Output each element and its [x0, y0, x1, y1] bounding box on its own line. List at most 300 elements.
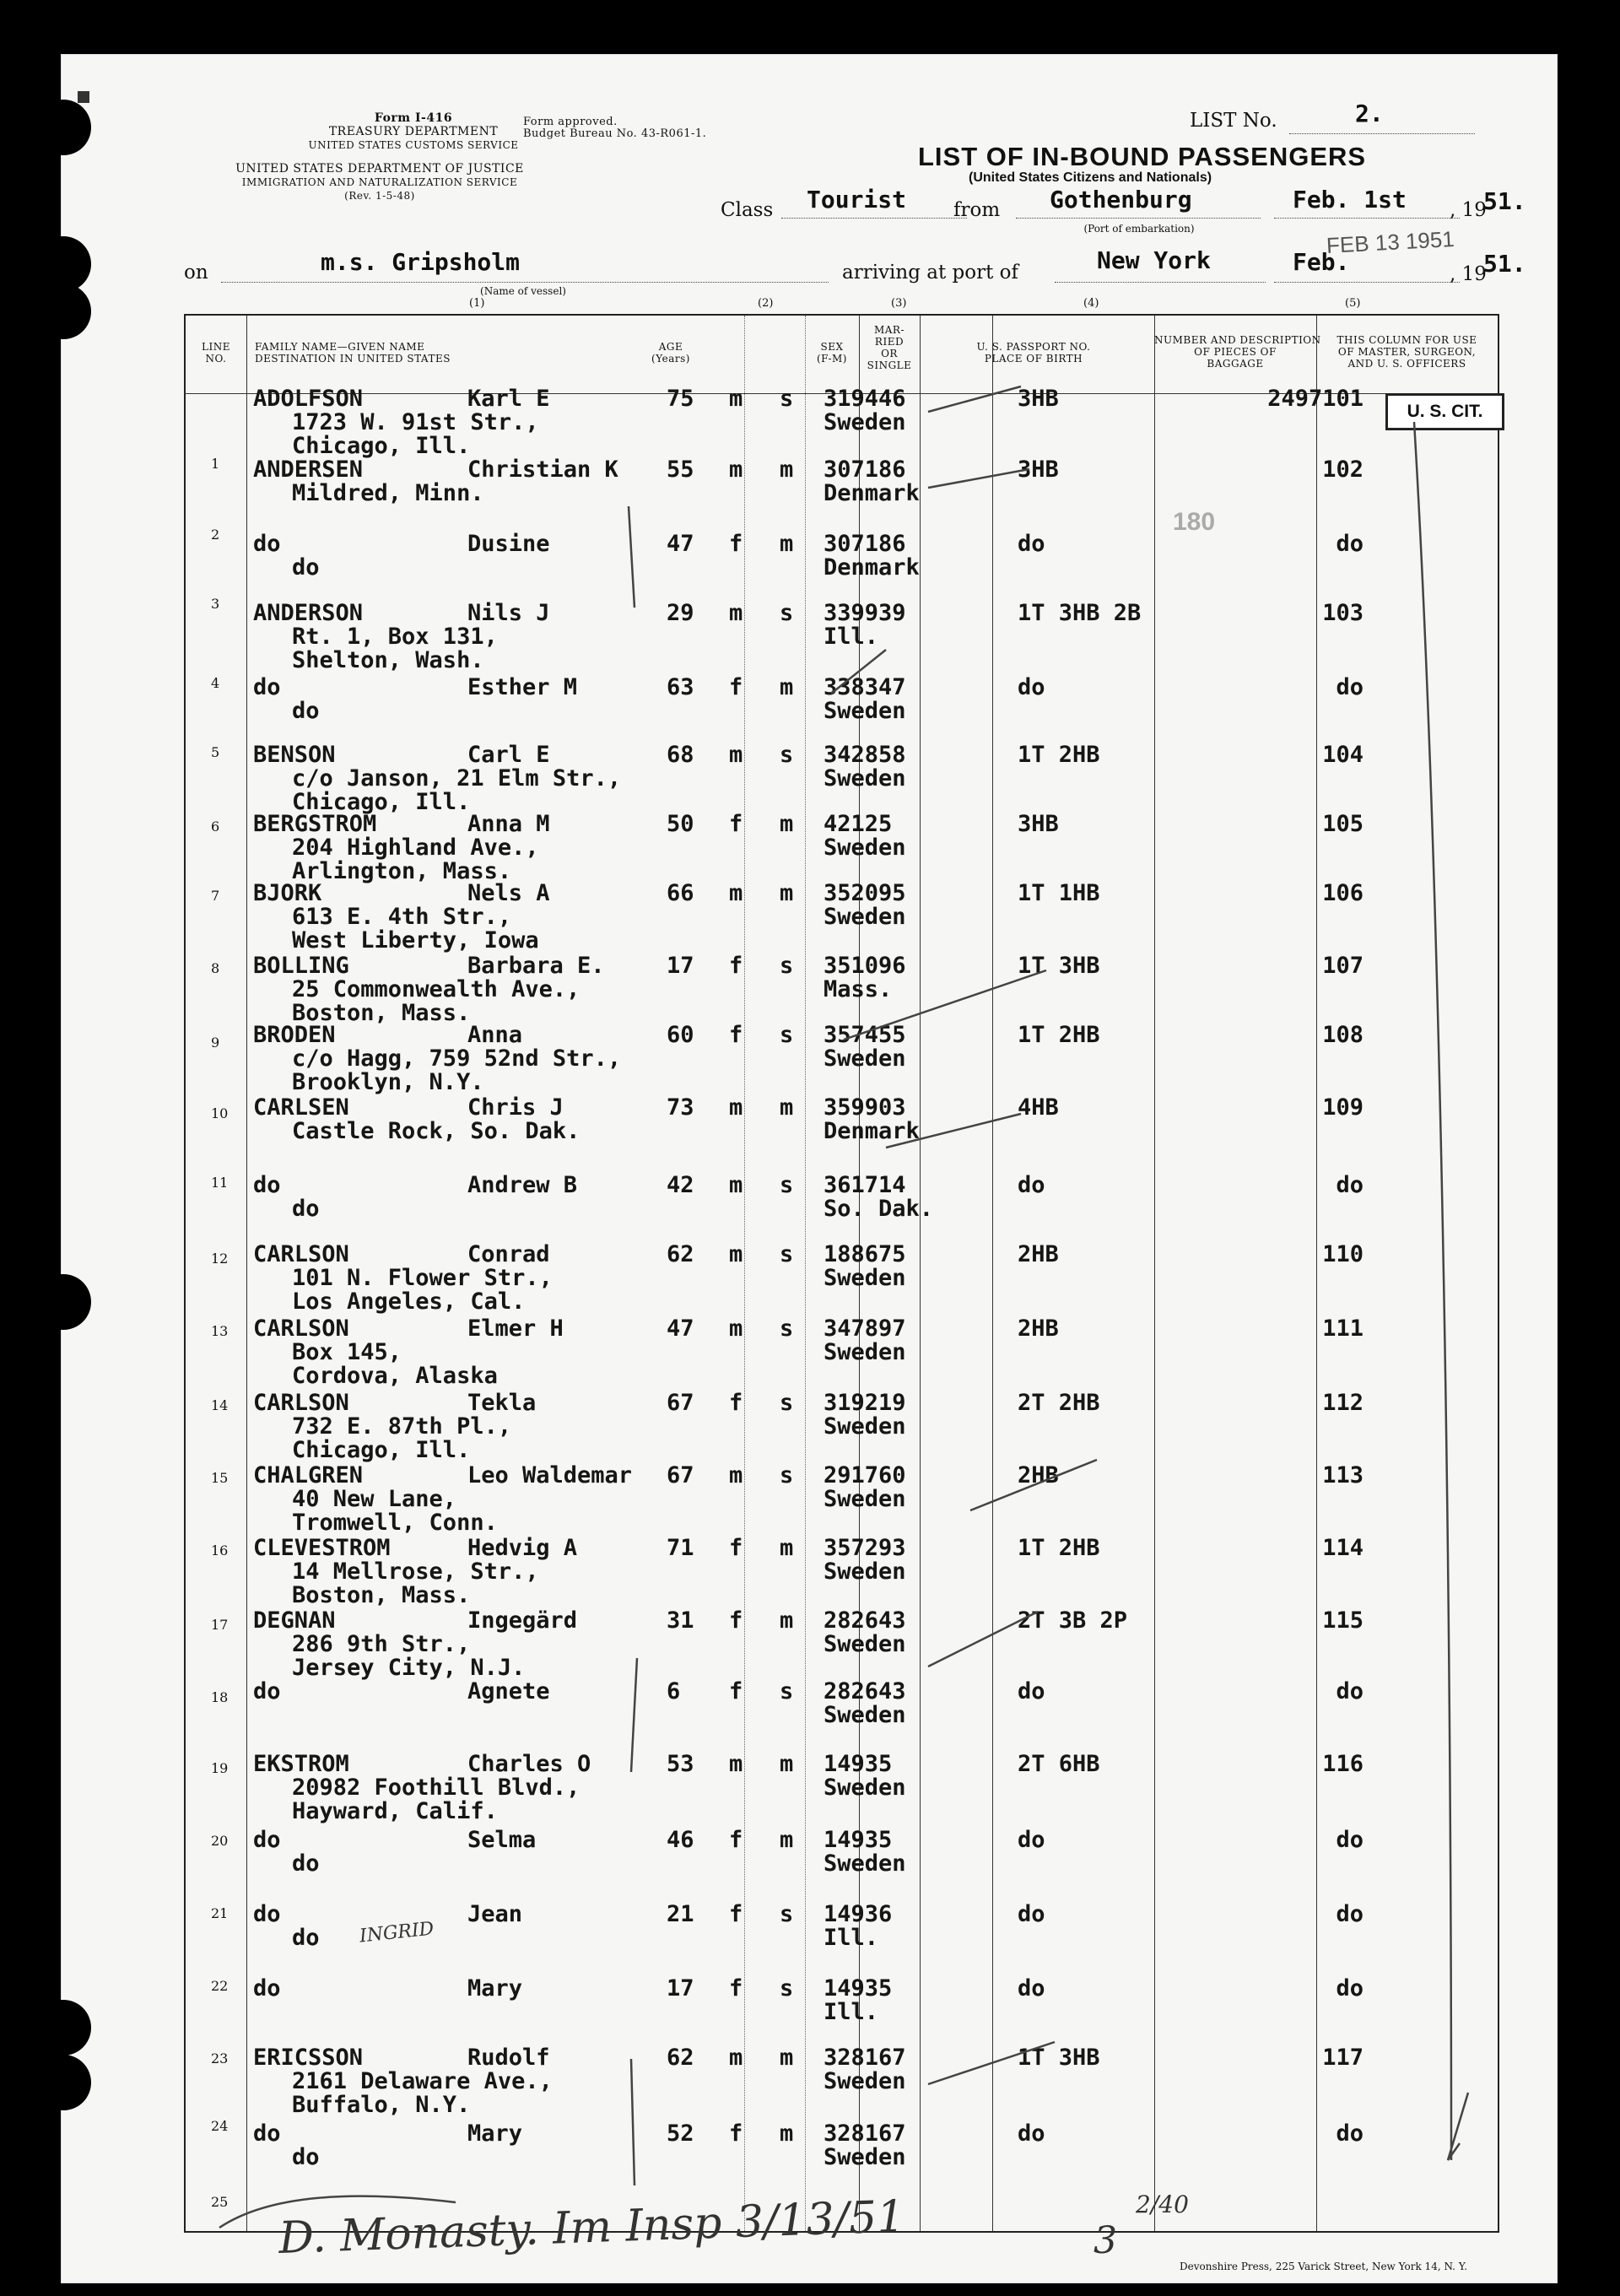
page-title: LIST OF IN-BOUND PASSENGERS [918, 142, 1367, 171]
port-caption: (Port of embarkation) [1083, 223, 1195, 235]
officer-column: do [1336, 1827, 1364, 1853]
passport-number: 14935 [824, 1751, 893, 1777]
line-number: 15 [211, 1470, 229, 1486]
place-of-birth: Sweden [824, 2068, 906, 2094]
destination-line-2: Chicago, Ill. [292, 1437, 471, 1463]
age: 63 [667, 674, 694, 700]
age: 71 [667, 1535, 694, 1561]
arrival-date: Feb. [1293, 248, 1350, 276]
marital-status: s [780, 1901, 794, 1927]
place-of-birth: Sweden [824, 1559, 906, 1585]
sex: m [729, 1315, 743, 1342]
baggage: 2T 3B 2P [1018, 1607, 1128, 1634]
passport-number: 282643 [824, 1678, 906, 1704]
officer-column: 102 [1322, 456, 1364, 483]
given-name: Anna [467, 1022, 523, 1048]
baggage: 1T 2HB [1018, 742, 1100, 768]
line-number: 1 [211, 456, 220, 472]
age: 29 [667, 600, 694, 626]
given-name: Karl E [467, 386, 550, 412]
officer-column: 115 [1322, 1607, 1364, 1634]
family-name: do [253, 674, 281, 700]
family-name: DEGNAN [253, 1607, 336, 1634]
family-name: do [253, 531, 281, 557]
baggage: 2T 2HB [1018, 1390, 1100, 1416]
passport-number: 307186 [824, 456, 906, 483]
marital-status: m [780, 1751, 794, 1777]
sex: f [729, 1535, 743, 1561]
col-number-5: (5) [1345, 297, 1361, 310]
binder-hole [35, 2055, 91, 2110]
line-number: 3 [211, 596, 220, 612]
place-of-birth: Sweden [824, 1265, 906, 1291]
handwritten-ingrid: INGRID [358, 1918, 435, 1948]
marital-status: m [780, 1607, 794, 1634]
given-name: Barbara E. [467, 953, 605, 979]
marital-status: s [780, 1462, 794, 1488]
line-number: 19 [211, 1760, 229, 1776]
given-name: Dusine [467, 531, 550, 557]
age: 31 [667, 1607, 694, 1634]
marital-status: s [780, 742, 794, 768]
given-name: Christian K [467, 456, 618, 483]
col-header-age: AGE (Years) [651, 341, 690, 365]
destination-line-1: do [292, 1196, 320, 1222]
baggage: do [1018, 1901, 1045, 1927]
baggage: 2HB [1018, 1462, 1059, 1488]
given-name: Nils J [467, 600, 550, 626]
officer-column: do [1336, 1678, 1364, 1704]
given-name: Ingegärd [467, 1607, 578, 1634]
us-citizen-stamp: U. S. CIT. [1385, 393, 1504, 430]
passport-number: 351096 [824, 953, 906, 979]
sex: f [729, 1390, 743, 1416]
handwritten-3: 3 [1094, 2219, 1117, 2262]
baggage: do [1018, 1678, 1045, 1704]
list-number-label: LIST No. [1190, 110, 1277, 132]
baggage: 1T 3HB [1018, 2045, 1100, 2071]
baggage: 2HB [1018, 1241, 1059, 1267]
destination-line-1: do [292, 1850, 320, 1877]
passport-number: 319446 [824, 386, 906, 412]
passport-number: 357455 [824, 1022, 906, 1048]
officer-column: 116 [1322, 1751, 1364, 1777]
place-of-birth: Sweden [824, 1339, 906, 1365]
age: 21 [667, 1901, 694, 1927]
col-number-3: (3) [891, 297, 907, 310]
on-label: on [184, 262, 208, 284]
given-name: Hedvig A [467, 1535, 578, 1561]
destination-line-1: 2161 Delaware Ave., [292, 2068, 553, 2094]
given-name: Conrad [467, 1241, 550, 1267]
given-name: Carl E [467, 742, 550, 768]
officer-column: 103 [1322, 600, 1364, 626]
marital-status: m [780, 2045, 794, 2071]
officer-column: 107 [1322, 953, 1364, 979]
line-number: 9 [211, 1035, 220, 1051]
passport-number: 352095 [824, 880, 906, 906]
destination-line-2: West Liberty, Iowa [292, 927, 539, 954]
sex: m [729, 456, 743, 483]
age: 66 [667, 880, 694, 906]
line-number: 10 [211, 1105, 229, 1121]
place-of-birth: Ill. [824, 1925, 879, 1951]
officer-column: 111 [1322, 1315, 1364, 1342]
family-name: CARLSEN [253, 1094, 349, 1121]
officer-column: do [1336, 1975, 1364, 2002]
destination-line-2: Chicago, Ill. [292, 789, 471, 815]
marital-status: m [780, 531, 794, 557]
baggage: do [1018, 1975, 1045, 2002]
family-name: BERGSTROM [253, 811, 377, 837]
destination-line-1: c/o Hagg, 759 52nd Str., [292, 1045, 622, 1072]
destination-line-1: Box 145, [292, 1339, 402, 1365]
baggage: 1T 2HB [1018, 1535, 1100, 1561]
age: 67 [667, 1390, 694, 1416]
baggage: do [1018, 2120, 1045, 2147]
given-name: Elmer H [467, 1315, 564, 1342]
sex: m [729, 386, 743, 412]
passport-number: 14936 [824, 1901, 893, 1927]
col-header-baggage: NUMBER AND DESCRIPTION OF PIECES OF BAGGAGE [1154, 334, 1321, 370]
family-name: BRODEN [253, 1022, 336, 1048]
given-name: Chris J [467, 1094, 564, 1121]
destination-line-1: 20982 Foothill Blvd., [292, 1775, 580, 1801]
destination-line-1: 101 N. Flower Str., [292, 1265, 553, 1291]
form-revision: (Rev. 1-5-48) [344, 190, 415, 202]
budget-bureau: Budget Bureau No. 43-R061-1. [523, 127, 707, 140]
passport-number: 357293 [824, 1535, 906, 1561]
destination-line-2: Cordova, Alaska [292, 1363, 498, 1389]
line-number: 20 [211, 1833, 229, 1849]
given-name: Mary [467, 1975, 523, 2002]
family-name: do [253, 2120, 281, 2147]
sex: f [729, 2120, 743, 2147]
officer-column: 108 [1322, 1022, 1364, 1048]
line-number: 17 [211, 1617, 229, 1633]
line-number: 24 [211, 2118, 229, 2134]
marital-status: m [780, 880, 794, 906]
sex: f [729, 1827, 743, 1853]
passport-number: 291760 [824, 1462, 906, 1488]
marital-status: s [780, 1241, 794, 1267]
marital-status: m [780, 811, 794, 837]
age: 6 [667, 1678, 681, 1704]
passport-number: 307186 [824, 531, 906, 557]
sex: f [729, 811, 743, 837]
age: 73 [667, 1094, 694, 1121]
place-of-birth: Denmark [824, 554, 920, 581]
baggage: do [1018, 531, 1045, 557]
form-number: Form I-416 [374, 111, 453, 125]
place-of-birth: Ill. [824, 1999, 879, 2025]
family-name: do [253, 1172, 281, 1198]
sex: f [729, 1678, 743, 1704]
sex: m [729, 1172, 743, 1198]
given-name: Charles O [467, 1751, 591, 1777]
col-number-1: (1) [469, 297, 485, 310]
sex: m [729, 1462, 743, 1488]
vessel-caption: (Name of vessel) [480, 285, 566, 297]
officer-column: 2497101 [1267, 386, 1364, 412]
place-of-birth: Sweden [824, 2144, 906, 2170]
given-name: Jean [467, 1901, 523, 1927]
family-name: ADOLFSON [253, 386, 364, 412]
family-name: CARLSON [253, 1241, 349, 1267]
destination-line-1: 204 Highland Ave., [292, 835, 539, 861]
family-name: do [253, 1678, 281, 1704]
marital-status: s [780, 1172, 794, 1198]
line-number: 2 [211, 527, 220, 543]
marital-status: m [780, 456, 794, 483]
col-header-officers: THIS COLUMN FOR USE OF MASTER, SURGEON, AND U. S. OFFICERS [1336, 334, 1477, 370]
place-of-birth: So. Dak. [824, 1196, 934, 1222]
line-number: 7 [211, 888, 220, 904]
marital-status: s [780, 1678, 794, 1704]
marital-status: s [780, 600, 794, 626]
officer-column: 106 [1322, 880, 1364, 906]
passport-number: 328167 [824, 2045, 906, 2071]
destination-line-1: 14 Mellrose, Str., [292, 1559, 539, 1585]
age: 55 [667, 456, 694, 483]
year-prefix: , 19 [1450, 199, 1487, 221]
destination-line-1: Castle Rock, So. Dak. [292, 1118, 580, 1144]
handwritten-fraction: 2/40 [1136, 2191, 1189, 2218]
col-number-4: (4) [1083, 297, 1099, 310]
sex: m [729, 880, 743, 906]
destination-line-1: c/o Janson, 21 Elm Str., [292, 765, 622, 791]
immigration-service: IMMIGRATION AND NATURALIZATION SERVICE [241, 176, 518, 188]
marital-status: s [780, 1022, 794, 1048]
col-header-sex: SEX (F-M) [817, 341, 847, 365]
line-number: 11 [211, 1175, 229, 1191]
given-name: Anna M [467, 811, 550, 837]
baggage: 1T 3HB 2B [1018, 600, 1142, 626]
age: 62 [667, 1241, 694, 1267]
destination-line-1: 25 Commonwealth Ave., [292, 976, 580, 1002]
officer-column: do [1336, 1901, 1364, 1927]
marital-status: m [780, 1535, 794, 1561]
arrival-port: New York [1097, 246, 1211, 274]
age: 46 [667, 1827, 694, 1853]
sex: m [729, 1751, 743, 1777]
officer-column: 114 [1322, 1535, 1364, 1561]
destination-line-2: Boston, Mass. [292, 1582, 471, 1608]
officer-column: 117 [1322, 2045, 1364, 2071]
justice-dept: UNITED STATES DEPARTMENT OF JUSTICE [235, 162, 524, 176]
line-number: 13 [211, 1323, 229, 1339]
passport-number: 14935 [824, 1827, 893, 1853]
sex: f [729, 1901, 743, 1927]
officer-column: do [1336, 2120, 1364, 2147]
marital-status: s [780, 1975, 794, 2002]
binder-hole [35, 1274, 91, 1330]
baggage: 3HB [1018, 386, 1059, 412]
family-name: CLEVESTROM [253, 1535, 391, 1561]
place-of-birth: Denmark [824, 480, 920, 506]
destination-line-1: 732 E. 87th Pl., [292, 1413, 512, 1440]
inspector-signature: D. Monasty. Im Insp 3/13/51 [278, 2191, 906, 2264]
class-value: Tourist [807, 186, 907, 213]
line-number: 23 [211, 2050, 229, 2066]
destination-line-2: Brooklyn, N.Y. [292, 1069, 484, 1095]
baggage: 1T 3HB [1018, 953, 1100, 979]
officer-column: 104 [1322, 742, 1364, 768]
age: 42 [667, 1172, 694, 1198]
destination-line-2: Jersey City, N.J. [292, 1655, 526, 1681]
baggage: do [1018, 1172, 1045, 1198]
binder-hole [35, 2000, 91, 2056]
passport-number: 188675 [824, 1241, 906, 1267]
registration-mark [78, 91, 89, 103]
destination-line-2: Hayward, Calif. [292, 1798, 498, 1824]
list-number: 2. [1355, 100, 1384, 127]
age: 68 [667, 742, 694, 768]
place-of-birth: Sweden [824, 409, 906, 435]
destination-line-2: Arlington, Mass. [292, 858, 512, 884]
family-name: EKSTROM [253, 1751, 349, 1777]
departure-date: Feb. 1st [1293, 186, 1407, 213]
passport-number: 359903 [824, 1094, 906, 1121]
given-name: Tekla [467, 1390, 537, 1416]
destination-line-2: Los Angeles, Cal. [292, 1288, 526, 1315]
officer-column: 109 [1322, 1094, 1364, 1121]
col-header-line: LINE NO. [202, 341, 230, 365]
family-name: BJORK [253, 880, 322, 906]
passport-number: 338347 [824, 674, 906, 700]
officer-column: 110 [1322, 1241, 1364, 1267]
arriving-label: arriving at port of [842, 262, 1018, 284]
officer-column: do [1336, 531, 1364, 557]
line-number: 5 [211, 744, 220, 760]
family-name: do [253, 1827, 281, 1853]
given-name: Agnete [467, 1678, 550, 1704]
given-name: Andrew B [467, 1172, 578, 1198]
place-of-birth: Ill. [824, 624, 879, 650]
stray-number: 180 [1173, 508, 1216, 536]
destination-line-2: Buffalo, N.Y. [292, 2092, 471, 2118]
officer-column: 112 [1322, 1390, 1364, 1416]
line-number: 16 [211, 1542, 229, 1559]
received-date-stamp: FEB 13 1951 [1326, 226, 1455, 258]
officer-column: do [1336, 1172, 1364, 1198]
passport-number: 361714 [824, 1172, 906, 1198]
passport-number: 282643 [824, 1607, 906, 1634]
officer-column: 113 [1322, 1462, 1364, 1488]
marital-status: m [780, 674, 794, 700]
family-name: CHALGREN [253, 1462, 364, 1488]
destination-line-1: 286 9th Str., [292, 1631, 471, 1657]
form-approved: Form approved. [523, 116, 618, 128]
place-of-birth: Mass. [824, 976, 893, 1002]
family-name: CARLSON [253, 1390, 349, 1416]
from-label: from [953, 199, 1001, 221]
passport-number: 42125 [824, 811, 893, 837]
marital-status: s [780, 386, 794, 412]
line-number: 25 [211, 2194, 229, 2210]
age: 60 [667, 1022, 694, 1048]
officer-column: do [1336, 674, 1364, 700]
line-number: 8 [211, 960, 220, 976]
treasury-dept: TREASURY DEPARTMENT [328, 125, 499, 138]
destination-line-1: do [292, 2144, 320, 2170]
sex: m [729, 742, 743, 768]
vessel-name: m.s. Gripsholm [321, 248, 521, 276]
sex: m [729, 1094, 743, 1121]
given-name: Leo Waldemar [467, 1462, 633, 1488]
age: 50 [667, 811, 694, 837]
baggage: 2T 6HB [1018, 1751, 1100, 1777]
family-name: ANDERSON [253, 600, 364, 626]
binder-hole [35, 100, 91, 155]
destination-line-1: do [292, 554, 320, 581]
sex: m [729, 600, 743, 626]
baggage: do [1018, 1827, 1045, 1853]
destination-line-1: Rt. 1, Box 131, [292, 624, 498, 650]
passport-number: 328167 [824, 2120, 906, 2147]
age: 75 [667, 386, 694, 412]
given-name: Nels A [467, 880, 550, 906]
officer-column: 105 [1322, 811, 1364, 837]
family-name: ERICSSON [253, 2045, 364, 2071]
line-number: 12 [211, 1251, 229, 1267]
line-number: 6 [211, 818, 220, 835]
line-number: 14 [211, 1397, 229, 1413]
sex: f [729, 1022, 743, 1048]
place-of-birth: Denmark [824, 1118, 920, 1144]
page-subtitle: (United States Citizens and Nationals) [969, 170, 1212, 185]
destination-line-2: Shelton, Wash. [292, 647, 484, 673]
binder-hole [35, 284, 91, 339]
class-label: Class [721, 199, 774, 221]
year-prefix-arrival: , 19 [1450, 263, 1487, 285]
passport-number: 14935 [824, 1975, 893, 2002]
destination-line-1: 613 E. 4th Str., [292, 904, 512, 930]
place-of-birth: Sweden [824, 1775, 906, 1801]
family-name: ANDERSEN [253, 456, 364, 483]
marital-status: s [780, 953, 794, 979]
sex: f [729, 531, 743, 557]
destination-line-1: 40 New Lane, [292, 1486, 457, 1512]
port-of-embarkation: Gothenburg [1050, 186, 1192, 213]
family-name: do [253, 1901, 281, 1927]
baggage: 4HB [1018, 1094, 1059, 1121]
place-of-birth: Sweden [824, 904, 906, 930]
place-of-birth: Sweden [824, 1413, 906, 1440]
marital-status: m [780, 2120, 794, 2147]
sex: m [729, 1241, 743, 1267]
marital-status: m [780, 1094, 794, 1121]
marital-status: m [780, 1827, 794, 1853]
place-of-birth: Sweden [824, 1702, 906, 1728]
marital-status: s [780, 1315, 794, 1342]
place-of-birth: Sweden [824, 835, 906, 861]
place-of-birth: Sweden [824, 765, 906, 791]
sex: f [729, 953, 743, 979]
family-name: BENSON [253, 742, 336, 768]
place-of-birth: Sweden [824, 1045, 906, 1072]
marital-status: s [780, 1390, 794, 1416]
col-number-2: (2) [758, 297, 774, 310]
line-number: 4 [211, 675, 220, 691]
place-of-birth: Sweden [824, 1850, 906, 1877]
destination-line-1: do [292, 698, 320, 724]
destination-line-1: 1723 W. 91st Str., [292, 409, 539, 435]
baggage: 3HB [1018, 456, 1059, 483]
age: 17 [667, 1975, 694, 2002]
given-name: Rudolf [467, 2045, 550, 2071]
age: 67 [667, 1462, 694, 1488]
